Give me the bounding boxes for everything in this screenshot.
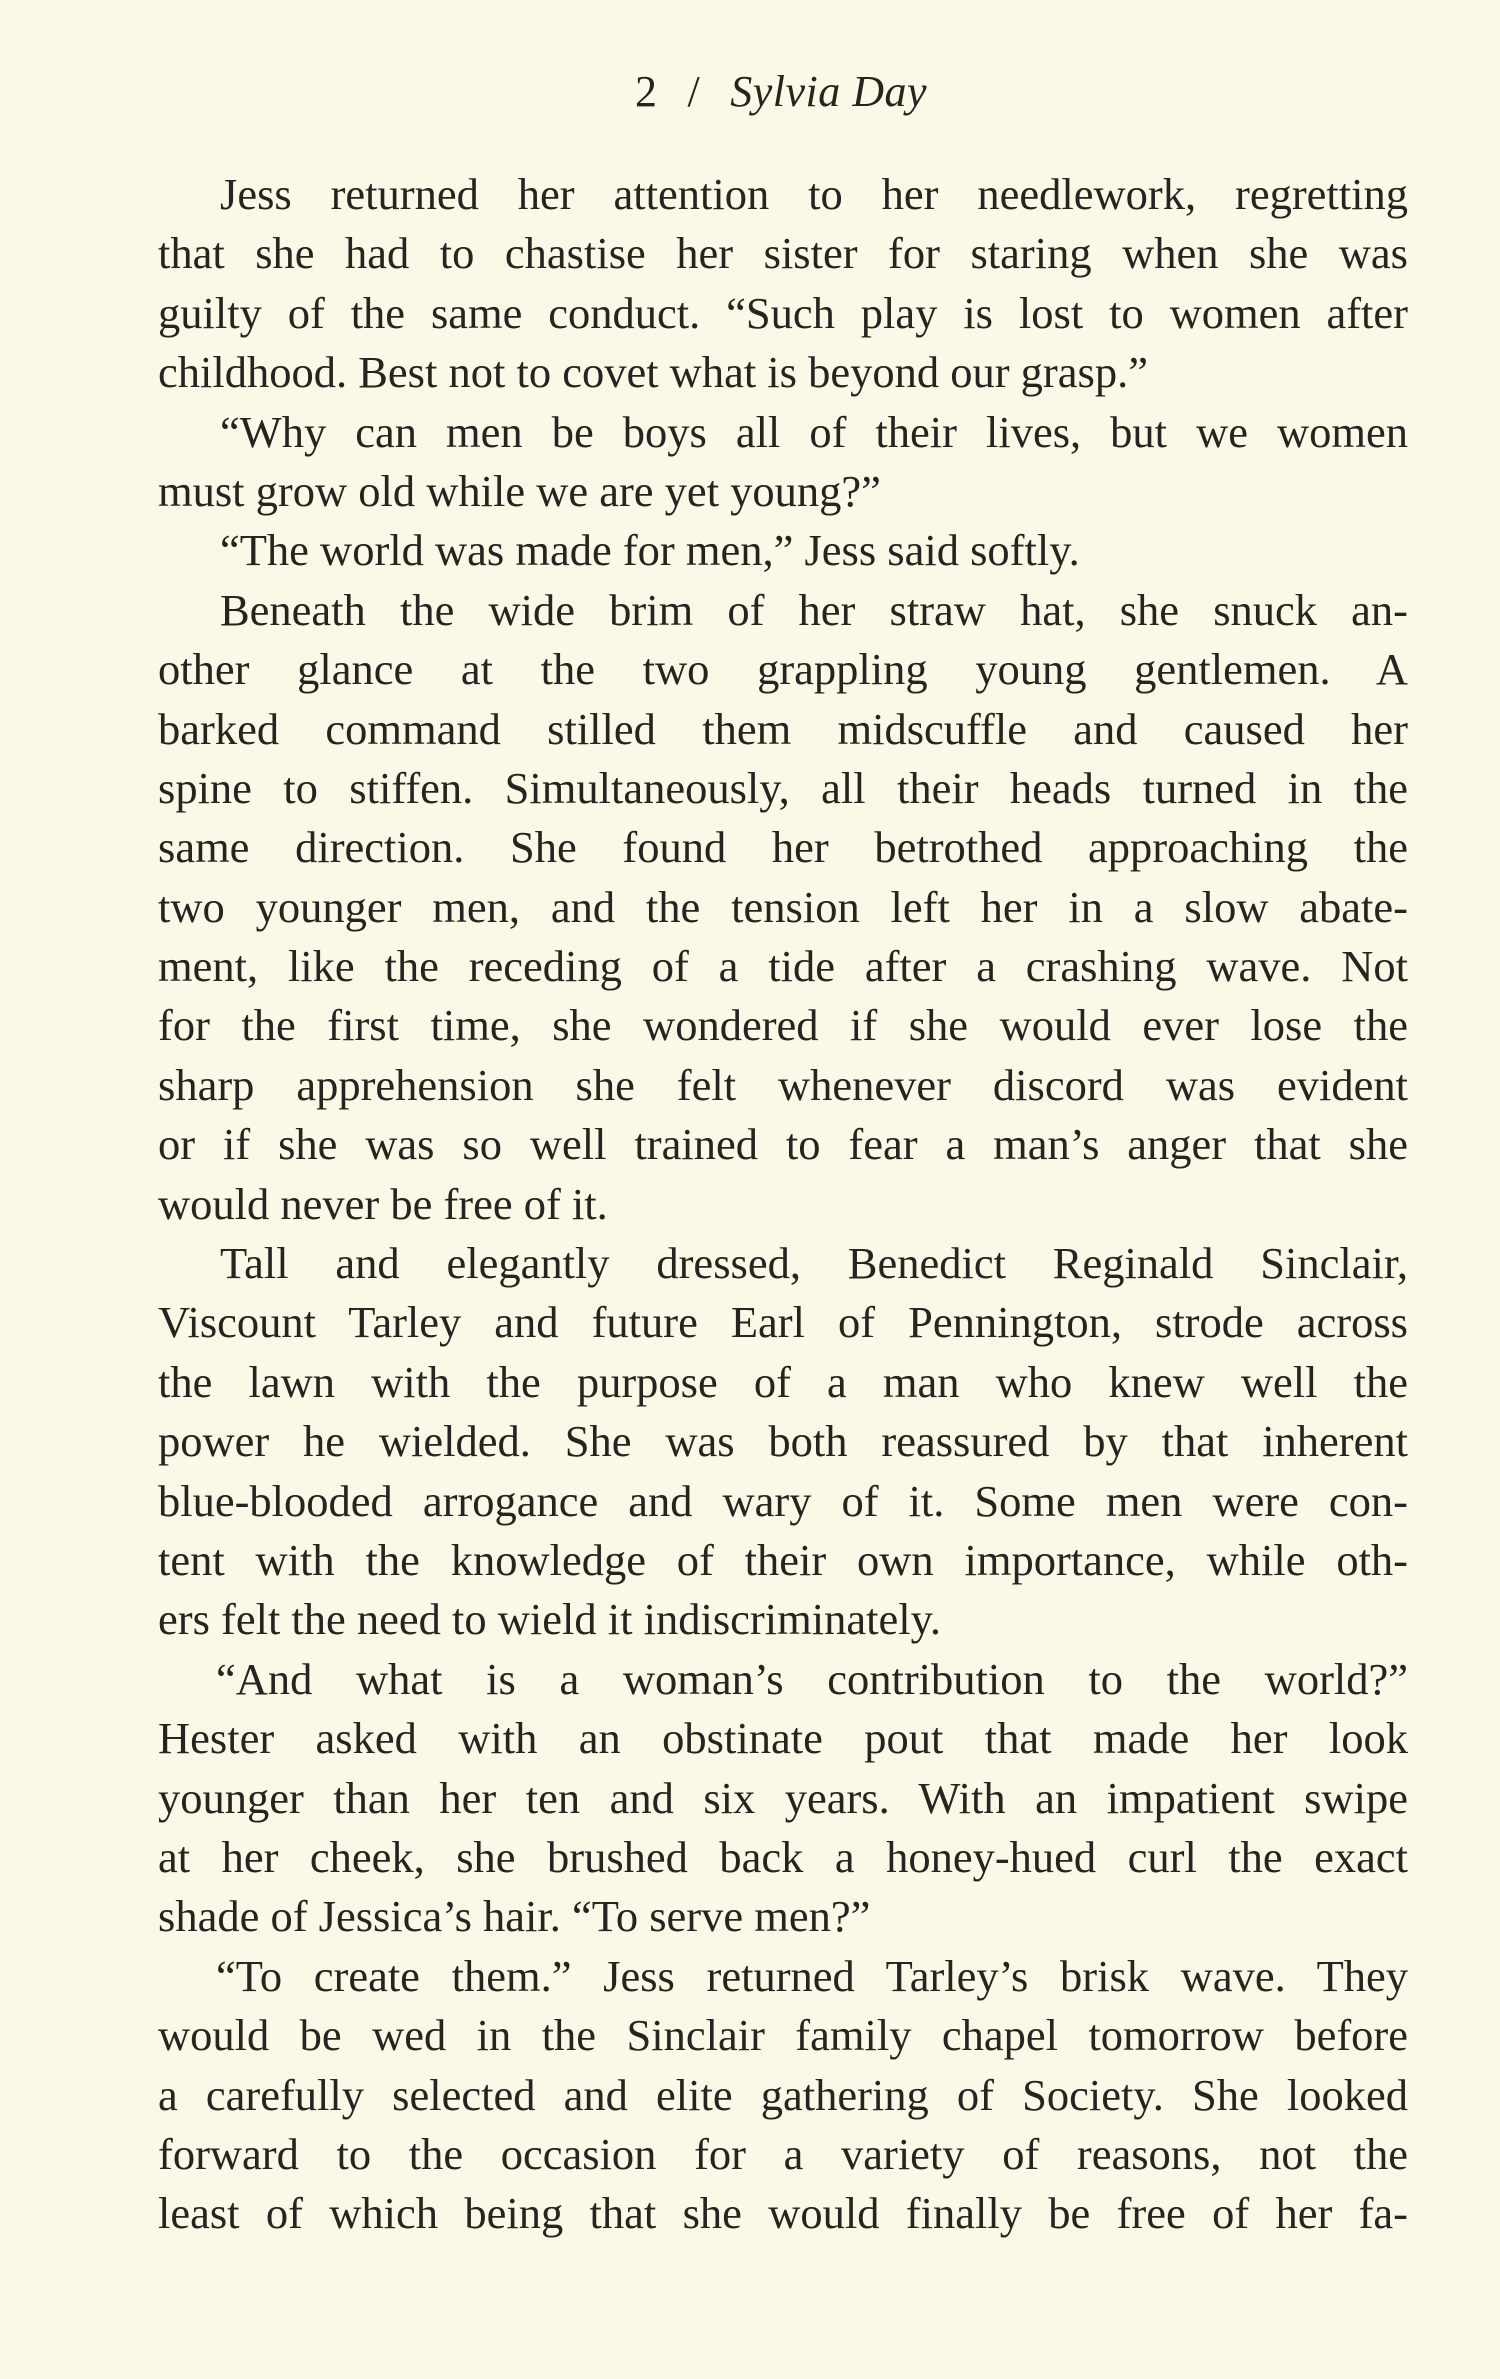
text-line: Hester asked with an obstinate pout that made her look xyxy=(158,1713,1408,1764)
text-line: Jess returned her attention to her needlework, regretting xyxy=(220,169,1408,219)
text-line: spine to stiffen. Simultaneously, all their heads turned in the xyxy=(158,762,1408,813)
text-line: guilty of the same conduct. “Such play is lost to women after xyxy=(158,287,1408,338)
text-line: would never be free of it. xyxy=(158,1178,608,1229)
text-line: for the first time, she wondered if she would ever lose the xyxy=(158,1000,1408,1051)
text-line: “To create them.” Jess returned Tarley’s brisk wave. They xyxy=(216,1950,1408,2001)
text-line: that she had to chastise her sister for staring when she was xyxy=(158,228,1408,279)
text-line: “The world was made for men,” Jess said softly. xyxy=(220,525,1080,576)
text-line: at her cheek, she brushed back a honey-hued curl the exact xyxy=(158,1831,1408,1882)
text-line: ers felt the need to wield it indiscriminately. xyxy=(158,1594,942,1645)
text-line: or if she was so well trained to fear a man’s anger that she xyxy=(158,1119,1408,1170)
text-line: sharp apprehension she felt whenever discord was evident xyxy=(158,1059,1408,1110)
text-line: must grow old while we are yet young?” xyxy=(158,465,881,516)
body-text xyxy=(158,165,1408,2244)
text-line: least of which being that she would finally be free of her fa- xyxy=(158,2188,1408,2239)
text-line: same direction. She found her betrothed approaching the xyxy=(158,822,1408,873)
text-line: a carefully selected and elite gathering of Society. She looked xyxy=(158,2069,1408,2120)
text-line: “And what is a woman’s contribution to the world?” xyxy=(216,1653,1408,1704)
page-number: 2 xyxy=(634,67,658,116)
text-line: barked command stilled them midscuffle and caused her xyxy=(158,703,1408,754)
text-line: blue-blooded arrogance and wary of it. Some men were con- xyxy=(158,1475,1408,1526)
text-line: younger than her ten and six years. With an impatient swipe xyxy=(158,1772,1408,1823)
text-line: shade of Jessica’s hair. “To serve men?” xyxy=(158,1891,871,1942)
text-line: other glance at the two grappling young gentlemen. A xyxy=(158,644,1408,695)
header-separator: / xyxy=(687,67,701,116)
text-line: childhood. Best not to covet what is beyond our grasp.” xyxy=(158,347,1148,398)
author-name: Sylvia Day xyxy=(730,67,928,116)
text-line: would be wed in the Sinclair family chapel tomorrow before xyxy=(158,2010,1408,2061)
running-head xyxy=(0,62,1500,122)
text-line: Tall and elegantly dressed, Benedict Reginald Sinclair, xyxy=(220,1238,1408,1289)
text-line: tent with the knowledge of their own importance, while oth- xyxy=(158,1534,1408,1585)
text-line: the lawn with the purpose of a man who knew well the xyxy=(158,1356,1408,1407)
text-line: Viscount Tarley and future Earl of Pennington, strode across xyxy=(158,1297,1408,1348)
text-line: “Why can men be boys all of their lives, but we women xyxy=(220,406,1408,457)
text-line: Beneath the wide brim of her straw hat, she snuck an- xyxy=(220,584,1408,635)
text-line: ment, like the receding of a tide after a crashing wave. Not xyxy=(158,941,1408,992)
text-line: power he wielded. She was both reassured by that inherent xyxy=(158,1416,1408,1467)
text-line: two younger men, and the tension left her in a slow abate- xyxy=(158,881,1408,932)
text-line: forward to the occasion for a variety of reasons, not the xyxy=(158,2128,1408,2179)
